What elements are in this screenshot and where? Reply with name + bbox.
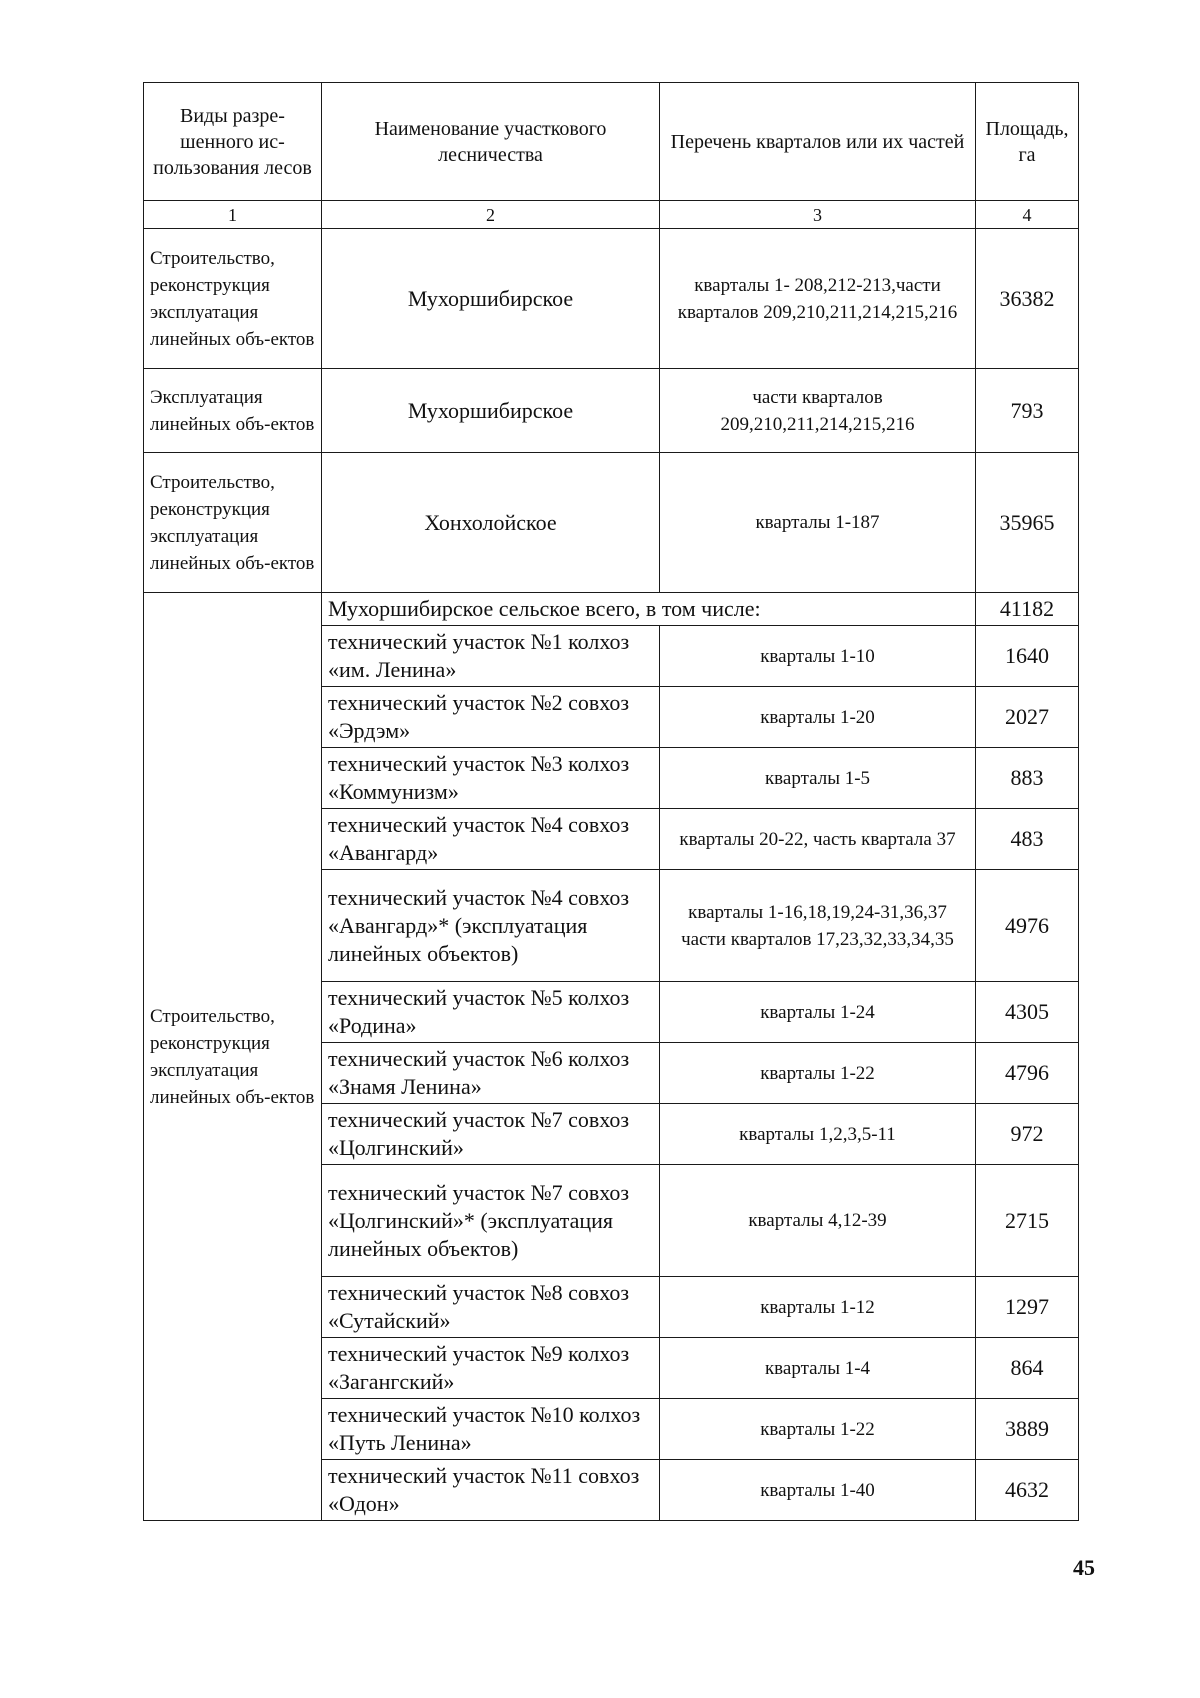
column-number: 3 xyxy=(660,201,976,229)
use-type-cell: Строительство, реконструкция эксплуатация линейных объ-ектов xyxy=(144,229,322,369)
page-number: 45 xyxy=(1073,1555,1095,1580)
header-use-type: Виды разре-шенного ис-пользования лесов xyxy=(144,83,322,201)
area-cell: 35965 xyxy=(976,453,1079,593)
technical-site-name-cell: технический участок №4 совхоз «Авангард» xyxy=(322,809,660,870)
area-cell: 2027 xyxy=(976,687,1079,748)
column-number: 1 xyxy=(144,201,322,229)
area-cell: 4796 xyxy=(976,1043,1079,1104)
header-quarters-list: Перечень кварталов или их частей xyxy=(660,83,976,201)
column-number: 2 xyxy=(322,201,660,229)
quarters-cell: кварталы 4,12-39 xyxy=(660,1165,976,1277)
area-cell: 864 xyxy=(976,1338,1079,1399)
quarters-cell: кварталы 1- 208,212-213,части кварталов 209,210,211,214,215,216 xyxy=(660,229,976,369)
forestry-name-cell: Мухоршибирское xyxy=(322,369,660,453)
quarters-cell: кварталы 1-40 xyxy=(660,1460,976,1521)
table-row xyxy=(144,453,1079,593)
area-cell: 4632 xyxy=(976,1460,1079,1521)
area-cell: 2715 xyxy=(976,1165,1079,1277)
group-total-row xyxy=(144,593,1079,626)
technical-site-name-cell: технический участок №1 колхоз «им. Ленина» xyxy=(322,626,660,687)
technical-site-name-cell: технический участок №5 колхоз «Родина» xyxy=(322,982,660,1043)
quarters-cell: кварталы 1-187 xyxy=(660,453,976,593)
area-cell: 483 xyxy=(976,809,1079,870)
area-cell: 4976 xyxy=(976,870,1079,982)
technical-site-name-cell: технический участок №10 колхоз «Путь Ленина» xyxy=(322,1399,660,1460)
area-cell: 36382 xyxy=(976,229,1079,369)
quarters-cell: кварталы 1-16,18,19,24-31,36,37 части кварталов 17,23,32,33,34,35 xyxy=(660,870,976,982)
use-type-cell: Эксплуатация линейных объ-ектов xyxy=(144,369,322,453)
group-total-label: Мухоршибирское сельское всего, в том числе: xyxy=(322,593,976,626)
header-row xyxy=(144,83,1079,201)
forestry-name-cell: Хонхолойское xyxy=(322,453,660,593)
technical-site-name-cell: технический участок №8 совхоз «Сутайский» xyxy=(322,1277,660,1338)
quarters-cell: кварталы 1-20 xyxy=(660,687,976,748)
area-cell: 793 xyxy=(976,369,1079,453)
forest-use-table xyxy=(143,82,1079,1521)
technical-site-name-cell: технический участок №4 совхоз «Авангард»* (эксплуатация линейных объектов) xyxy=(322,870,660,982)
quarters-cell: кварталы 20-22, часть квартала 37 xyxy=(660,809,976,870)
quarters-cell: кварталы 1-24 xyxy=(660,982,976,1043)
area-cell: 883 xyxy=(976,748,1079,809)
quarters-cell: кварталы 1-5 xyxy=(660,748,976,809)
group-use-type-cell: Строительство, реконструкция эксплуатация линейных объ-ектов xyxy=(144,593,322,1521)
technical-site-name-cell: технический участок №2 совхоз «Эрдэм» xyxy=(322,687,660,748)
technical-site-name-cell: технический участок №6 колхоз «Знамя Ленина» xyxy=(322,1043,660,1104)
area-cell: 1297 xyxy=(976,1277,1079,1338)
quarters-cell: кварталы 1-22 xyxy=(660,1399,976,1460)
area-cell: 3889 xyxy=(976,1399,1079,1460)
technical-site-name-cell: технический участок №7 совхоз «Цолгинский»* (эксплуатация линейных объектов) xyxy=(322,1165,660,1277)
technical-site-name-cell: технический участок №11 совхоз «Одон» xyxy=(322,1460,660,1521)
area-cell: 1640 xyxy=(976,626,1079,687)
quarters-cell: части кварталов 209,210,211,214,215,216 xyxy=(660,369,976,453)
quarters-cell: кварталы 1-22 xyxy=(660,1043,976,1104)
technical-site-name-cell: технический участок №9 колхоз «Загангский» xyxy=(322,1338,660,1399)
quarters-cell: кварталы 1-4 xyxy=(660,1338,976,1399)
technical-site-name-cell: технический участок №7 совхоз «Цолгинский» xyxy=(322,1104,660,1165)
table-row xyxy=(144,229,1079,369)
column-number: 4 xyxy=(976,201,1079,229)
technical-site-name-cell: технический участок №3 колхоз «Коммунизм» xyxy=(322,748,660,809)
quarters-cell: кварталы 1-12 xyxy=(660,1277,976,1338)
use-type-cell: Строительство, реконструкция эксплуатация линейных объ-ектов xyxy=(144,453,322,593)
forestry-name-cell: Мухоршибирское xyxy=(322,229,660,369)
column-number-row xyxy=(144,201,1079,229)
group-total-area: 41182 xyxy=(976,593,1079,626)
table-row xyxy=(144,369,1079,453)
header-forestry-name: Наименование участкового лесничества xyxy=(322,83,660,201)
area-cell: 972 xyxy=(976,1104,1079,1165)
quarters-cell: кварталы 1-10 xyxy=(660,626,976,687)
header-area: Площадь, га xyxy=(976,83,1079,201)
quarters-cell: кварталы 1,2,3,5-11 xyxy=(660,1104,976,1165)
area-cell: 4305 xyxy=(976,982,1079,1043)
